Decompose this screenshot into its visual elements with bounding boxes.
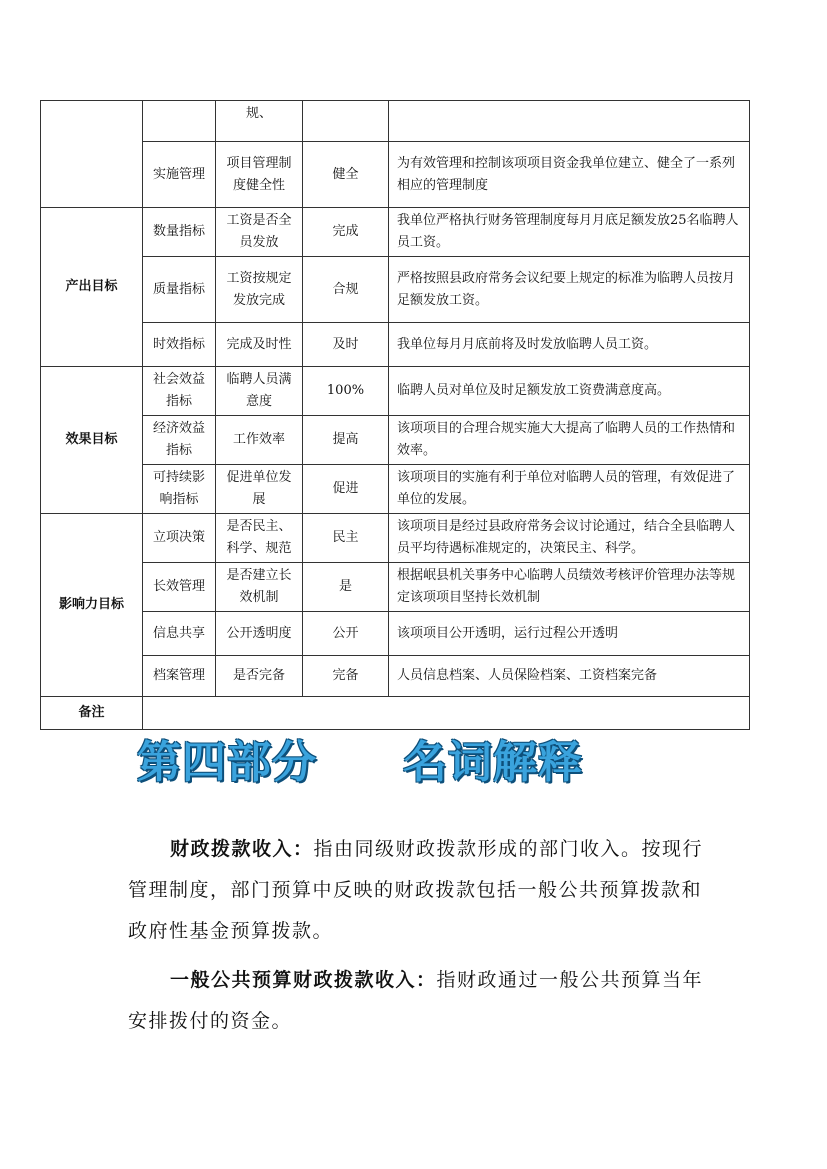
sub-indicator-cell: 公开透明度 <box>216 612 303 656</box>
description-cell: 人员信息档案、人员保险档案、工资档案完备 <box>389 656 750 697</box>
indicator-cell: 数量指标 <box>143 208 216 257</box>
category-remark: 备注 <box>41 697 143 730</box>
table-row <box>41 514 750 563</box>
value-cell: 民主 <box>303 514 389 563</box>
value-cell: 是 <box>303 563 389 612</box>
table-row <box>41 208 750 257</box>
indicator-cell: 长效管理 <box>143 563 216 612</box>
value-cell: 完成 <box>303 208 389 257</box>
value-cell: 合规 <box>303 257 389 323</box>
table-row <box>41 323 750 367</box>
sub-indicator-cell: 工资是否全员发放 <box>216 208 303 257</box>
value-cell: 提高 <box>303 416 389 465</box>
sub-indicator-cell: 是否建立长效机制 <box>216 563 303 612</box>
description-cell: 严格按照县政府常务会议纪要上规定的标准为临聘人员按月足额发放工资。 <box>389 257 750 323</box>
indicator-cell: 立项决策 <box>143 514 216 563</box>
table-row <box>41 656 750 697</box>
table-row <box>41 416 750 465</box>
description-cell: 临聘人员对单位及时足额发放工资费满意度高。 <box>389 367 750 416</box>
value-cell: 促进 <box>303 465 389 514</box>
category-effect: 效果目标 <box>41 367 143 514</box>
table-row <box>41 367 750 416</box>
sub-indicator-cell: 是否民主、科学、规范 <box>216 514 303 563</box>
value-cell: 健全 <box>303 142 389 208</box>
sub-indicator-cell: 临聘人员满意度 <box>216 367 303 416</box>
description-cell: 根据岷县机关事务中心临聘人员绩效考核评价管理办法等规定该项项目坚持长效机制 <box>389 563 750 612</box>
indicator-cell: 实施管理 <box>143 142 216 208</box>
table-row <box>41 257 750 323</box>
indicator-cell: 时效指标 <box>143 323 216 367</box>
table-row <box>41 612 750 656</box>
table-row <box>41 142 750 208</box>
description-cell: 我单位每月月底前将及时发放临聘人员工资。 <box>389 323 750 367</box>
definition-paragraph <box>128 960 708 1042</box>
indicator-cell <box>143 101 216 142</box>
indicator-cell: 档案管理 <box>143 656 216 697</box>
category-cell-blank <box>41 101 143 208</box>
section-title: 名词解释 <box>403 737 583 788</box>
definition-term: 财政拨款收入： <box>170 838 314 860</box>
definition-text: 指财政通过一般公共预算当年安排拨付的资金。 <box>128 969 704 1032</box>
definition-term: 一般公共预算财政拨款收入： <box>170 969 437 991</box>
description-cell: 该项项目公开透明，运行过程公开透明 <box>389 612 750 656</box>
performance-table <box>40 100 750 730</box>
table-row <box>41 563 750 612</box>
section-heading <box>137 720 697 790</box>
sub-indicator-cell: 项目管理制度健全性 <box>216 142 303 208</box>
description-cell: 为有效管理和控制该项项目资金我单位建立、健全了一系列相应的管理制度 <box>389 142 750 208</box>
table-row <box>41 101 750 142</box>
value-cell: 及时 <box>303 323 389 367</box>
definition-paragraph <box>128 829 708 952</box>
indicator-cell: 质量指标 <box>143 257 216 323</box>
description-cell: 该项项目的实施有利于单位对临聘人员的管理，有效促进了单位的发展。 <box>389 465 750 514</box>
category-influence: 影响力目标 <box>41 514 143 697</box>
definition-text: 指由同级财政拨款形成的部门收入。按现行管理制度，部门预算中反映的财政拨款包括一般公共预算拨款和政府性基金预算拨款。 <box>128 838 704 942</box>
sub-indicator-cell: 工作效率 <box>216 416 303 465</box>
indicator-cell: 可持续影响指标 <box>143 465 216 514</box>
sub-indicator-cell: 促进单位发展 <box>216 465 303 514</box>
indicator-cell: 经济效益指标 <box>143 416 216 465</box>
value-cell: 完备 <box>303 656 389 697</box>
indicator-cell: 信息共享 <box>143 612 216 656</box>
description-cell: 该项项目的合理合规实施大大提高了临聘人员的工作热情和效率。 <box>389 416 750 465</box>
category-output: 产出目标 <box>41 208 143 367</box>
sub-indicator-cell: 规、 <box>216 101 303 142</box>
value-cell <box>303 101 389 142</box>
sub-indicator-cell: 是否完备 <box>216 656 303 697</box>
table-row <box>41 465 750 514</box>
description-cell: 该项项目是经过县政府常务会议讨论通过，结合全县临聘人员平均待遇标准规定的，决策民主、科学。 <box>389 514 750 563</box>
section-part: 第四部分 <box>137 737 317 788</box>
sub-indicator-cell: 工资按规定发放完成 <box>216 257 303 323</box>
description-cell <box>389 101 750 142</box>
indicator-cell: 社会效益指标 <box>143 367 216 416</box>
description-cell: 我单位严格执行财务管理制度每月月底足额发放25名临聘人员工资。 <box>389 208 750 257</box>
value-cell: 公开 <box>303 612 389 656</box>
value-cell: 100% <box>303 367 389 416</box>
sub-indicator-cell: 完成及时性 <box>216 323 303 367</box>
